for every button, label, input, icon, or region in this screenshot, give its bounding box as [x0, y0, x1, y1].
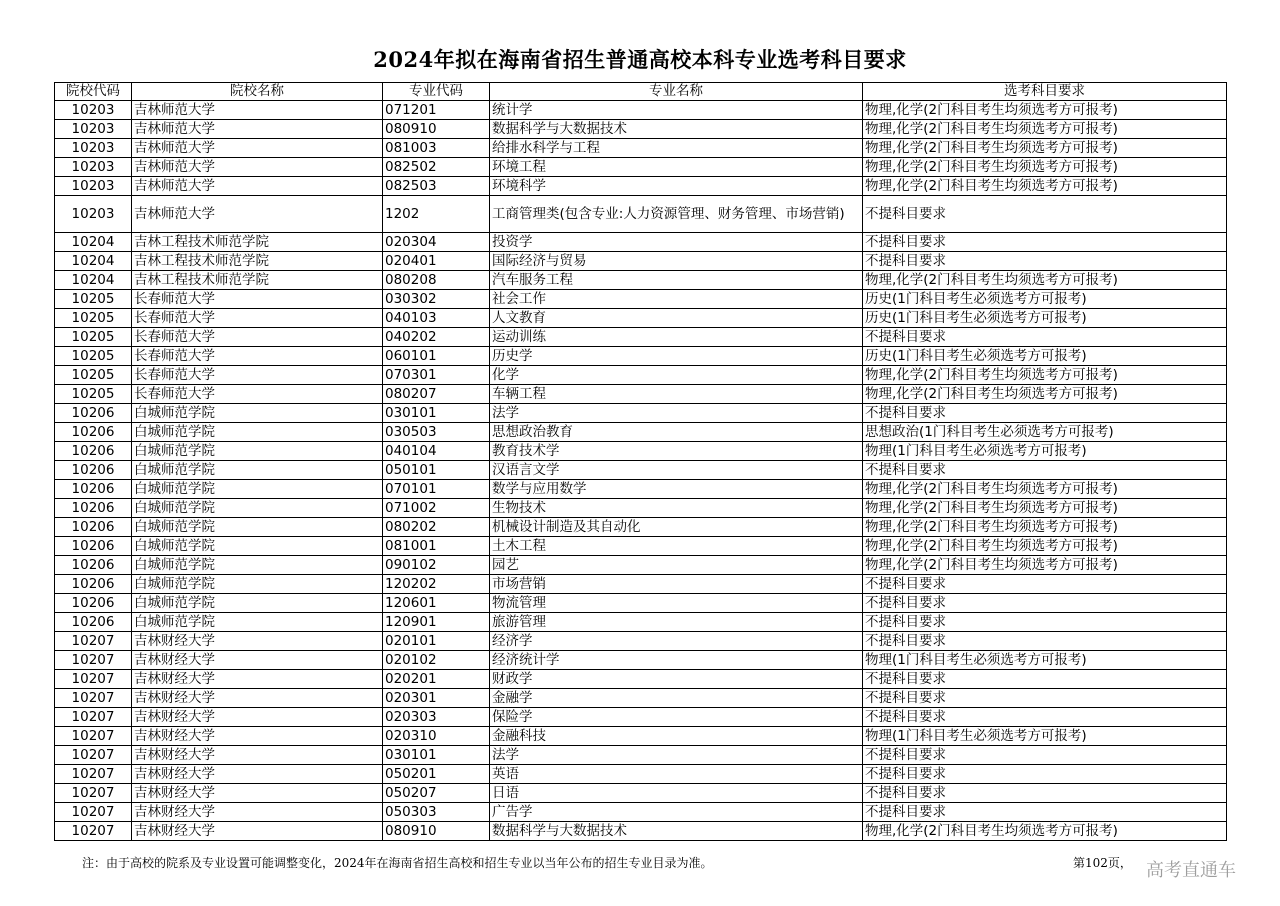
table-row — [55, 328, 1227, 347]
school-code-cell: 10206 — [55, 537, 132, 556]
school-code-cell: 10206 — [55, 556, 132, 575]
subject-requirement-cell: 不提科目要求 — [863, 196, 1227, 233]
school-code-cell: 10203 — [55, 101, 132, 120]
school-name-cell: 白城师范学院 — [132, 499, 383, 518]
table-row — [55, 499, 1227, 518]
school-name-cell: 吉林财经大学 — [132, 670, 383, 689]
subject-requirement-cell: 物理(1门科目考生必须选考方可报考) — [863, 727, 1227, 746]
header-subject-requirement: 选考科目要求 — [863, 83, 1227, 101]
subject-requirement-cell: 物理(1门科目考生必须选考方可报考) — [863, 442, 1227, 461]
school-code-cell: 10207 — [55, 746, 132, 765]
major-name-cell: 历史学 — [490, 347, 863, 366]
school-code-cell: 10206 — [55, 423, 132, 442]
subject-requirement-cell: 物理,化学(2门科目考生均须选考方可报考) — [863, 177, 1227, 196]
major-name-cell: 机械设计制造及其自动化 — [490, 518, 863, 537]
major-code-cell: 080207 — [383, 385, 490, 404]
major-code-cell: 050101 — [383, 461, 490, 480]
major-code-cell: 020101 — [383, 632, 490, 651]
subject-requirement-cell: 物理,化学(2门科目考生均须选考方可报考) — [863, 537, 1227, 556]
school-code-cell: 10206 — [55, 594, 132, 613]
major-code-cell: 082503 — [383, 177, 490, 196]
subject-requirement-cell: 物理,化学(2门科目考生均须选考方可报考) — [863, 158, 1227, 177]
major-name-cell: 数据科学与大数据技术 — [490, 120, 863, 139]
major-code-cell: 082502 — [383, 158, 490, 177]
major-name-cell: 日语 — [490, 784, 863, 803]
major-name-cell: 思想政治教育 — [490, 423, 863, 442]
subject-requirement-cell: 物理,化学(2门科目考生均须选考方可报考) — [863, 385, 1227, 404]
table-row — [55, 556, 1227, 575]
subject-requirement-cell: 不提科目要求 — [863, 233, 1227, 252]
table-row — [55, 822, 1227, 841]
school-name-cell: 吉林财经大学 — [132, 765, 383, 784]
major-name-cell: 环境工程 — [490, 158, 863, 177]
table-row — [55, 271, 1227, 290]
subject-requirement-cell: 不提科目要求 — [863, 575, 1227, 594]
major-name-cell: 保险学 — [490, 708, 863, 727]
major-code-cell: 040103 — [383, 309, 490, 328]
major-name-cell: 财政学 — [490, 670, 863, 689]
table-body — [55, 101, 1227, 841]
school-code-cell: 10206 — [55, 461, 132, 480]
school-name-cell: 长春师范大学 — [132, 347, 383, 366]
table-row — [55, 613, 1227, 632]
major-code-cell: 030503 — [383, 423, 490, 442]
table-row — [55, 158, 1227, 177]
table-row — [55, 784, 1227, 803]
table-row — [55, 139, 1227, 158]
school-code-cell: 10207 — [55, 803, 132, 822]
watermark: 高考直通车 — [1146, 860, 1236, 881]
subject-requirement-cell: 物理,化学(2门科目考生均须选考方可报考) — [863, 120, 1227, 139]
table-row — [55, 196, 1227, 233]
school-code-cell: 10207 — [55, 689, 132, 708]
major-code-cell: 080202 — [383, 518, 490, 537]
major-name-cell: 工商管理类(包含专业:人力资源管理、财务管理、市场营销) — [490, 196, 863, 233]
major-name-cell: 广告学 — [490, 803, 863, 822]
table-header-row — [55, 83, 1227, 101]
major-name-cell: 车辆工程 — [490, 385, 863, 404]
major-name-cell: 园艺 — [490, 556, 863, 575]
table-row — [55, 594, 1227, 613]
major-code-cell: 050303 — [383, 803, 490, 822]
school-name-cell: 吉林财经大学 — [132, 632, 383, 651]
school-name-cell: 白城师范学院 — [132, 461, 383, 480]
page-number: 第102页， — [1073, 856, 1132, 870]
school-code-cell: 10204 — [55, 271, 132, 290]
table-row — [55, 366, 1227, 385]
subject-requirement-cell: 物理,化学(2门科目考生均须选考方可报考) — [863, 480, 1227, 499]
subject-requirement-cell: 物理,化学(2门科目考生均须选考方可报考) — [863, 556, 1227, 575]
table-row — [55, 708, 1227, 727]
major-name-cell: 经济学 — [490, 632, 863, 651]
school-name-cell: 吉林师范大学 — [132, 196, 383, 233]
subject-requirement-cell: 物理(1门科目考生必须选考方可报考) — [863, 651, 1227, 670]
school-code-cell: 10207 — [55, 670, 132, 689]
major-name-cell: 英语 — [490, 765, 863, 784]
school-code-cell: 10207 — [55, 727, 132, 746]
major-code-cell: 120601 — [383, 594, 490, 613]
major-code-cell: 070301 — [383, 366, 490, 385]
school-name-cell: 吉林师范大学 — [132, 158, 383, 177]
school-name-cell: 吉林财经大学 — [132, 784, 383, 803]
major-name-cell: 市场营销 — [490, 575, 863, 594]
major-code-cell: 080910 — [383, 822, 490, 841]
major-name-cell: 土木工程 — [490, 537, 863, 556]
subject-requirement-cell: 历史(1门科目考生必须选考方可报考) — [863, 309, 1227, 328]
school-code-cell: 10205 — [55, 328, 132, 347]
school-code-cell: 10205 — [55, 347, 132, 366]
major-name-cell: 汽车服务工程 — [490, 271, 863, 290]
table-row — [55, 518, 1227, 537]
school-code-cell: 10205 — [55, 366, 132, 385]
table-row — [55, 442, 1227, 461]
school-name-cell: 白城师范学院 — [132, 518, 383, 537]
table-row — [55, 689, 1227, 708]
subject-requirement-cell: 不提科目要求 — [863, 708, 1227, 727]
subject-requirement-cell: 不提科目要求 — [863, 328, 1227, 347]
major-code-cell: 040202 — [383, 328, 490, 347]
school-code-cell: 10206 — [55, 404, 132, 423]
major-code-cell: 080208 — [383, 271, 490, 290]
major-code-cell: 050207 — [383, 784, 490, 803]
major-code-cell: 071002 — [383, 499, 490, 518]
subject-requirement-cell: 不提科目要求 — [863, 803, 1227, 822]
school-name-cell: 吉林财经大学 — [132, 803, 383, 822]
major-name-cell: 金融学 — [490, 689, 863, 708]
major-code-cell: 030101 — [383, 746, 490, 765]
table-row — [55, 101, 1227, 120]
header-school-code: 院校代码 — [55, 83, 132, 101]
table-row — [55, 632, 1227, 651]
subject-requirement-cell: 不提科目要求 — [863, 670, 1227, 689]
table-row — [55, 746, 1227, 765]
school-name-cell: 白城师范学院 — [132, 404, 383, 423]
school-code-cell: 10203 — [55, 158, 132, 177]
school-code-cell: 10205 — [55, 309, 132, 328]
school-code-cell: 10206 — [55, 613, 132, 632]
table-row — [55, 803, 1227, 822]
header-major-name: 专业名称 — [490, 83, 863, 101]
major-code-cell: 120901 — [383, 613, 490, 632]
header-major-code: 专业代码 — [383, 83, 490, 101]
subject-requirement-cell: 物理,化学(2门科目考生均须选考方可报考) — [863, 101, 1227, 120]
subject-requirement-cell: 不提科目要求 — [863, 594, 1227, 613]
major-name-cell: 投资学 — [490, 233, 863, 252]
major-name-cell: 运动训练 — [490, 328, 863, 347]
table-row — [55, 423, 1227, 442]
school-name-cell: 长春师范大学 — [132, 328, 383, 347]
major-code-cell: 020304 — [383, 233, 490, 252]
major-code-cell: 020401 — [383, 252, 490, 271]
table-row — [55, 120, 1227, 139]
major-name-cell: 金融科技 — [490, 727, 863, 746]
school-code-cell: 10203 — [55, 177, 132, 196]
subject-requirement-cell: 不提科目要求 — [863, 404, 1227, 423]
school-name-cell: 白城师范学院 — [132, 442, 383, 461]
school-code-cell: 10206 — [55, 575, 132, 594]
major-code-cell: 120202 — [383, 575, 490, 594]
school-name-cell: 吉林工程技术师范学院 — [132, 233, 383, 252]
school-name-cell: 吉林财经大学 — [132, 689, 383, 708]
table-row — [55, 727, 1227, 746]
major-code-cell: 1202 — [383, 196, 490, 233]
subject-requirement-cell: 物理,化学(2门科目考生均须选考方可报考) — [863, 822, 1227, 841]
major-name-cell: 教育技术学 — [490, 442, 863, 461]
major-name-cell: 人文教育 — [490, 309, 863, 328]
subject-requirement-cell: 不提科目要求 — [863, 252, 1227, 271]
school-name-cell: 吉林师范大学 — [132, 120, 383, 139]
table-row — [55, 290, 1227, 309]
school-name-cell: 长春师范大学 — [132, 290, 383, 309]
school-code-cell: 10207 — [55, 822, 132, 841]
school-code-cell: 10207 — [55, 651, 132, 670]
table-row — [55, 309, 1227, 328]
table-row — [55, 177, 1227, 196]
subject-requirement-cell: 不提科目要求 — [863, 746, 1227, 765]
major-code-cell: 020102 — [383, 651, 490, 670]
school-name-cell: 吉林财经大学 — [132, 708, 383, 727]
school-name-cell: 吉林工程技术师范学院 — [132, 252, 383, 271]
school-code-cell: 10203 — [55, 139, 132, 158]
major-name-cell: 数据科学与大数据技术 — [490, 822, 863, 841]
table-row — [55, 404, 1227, 423]
major-code-cell: 020301 — [383, 689, 490, 708]
table-row — [55, 537, 1227, 556]
school-name-cell: 吉林师范大学 — [132, 139, 383, 158]
school-name-cell: 长春师范大学 — [132, 385, 383, 404]
school-code-cell: 10207 — [55, 708, 132, 727]
major-code-cell: 040104 — [383, 442, 490, 461]
major-code-cell: 030101 — [383, 404, 490, 423]
school-code-cell: 10207 — [55, 784, 132, 803]
major-name-cell: 化学 — [490, 366, 863, 385]
table-row — [55, 575, 1227, 594]
subject-requirement-cell: 历史(1门科目考生必须选考方可报考) — [863, 347, 1227, 366]
school-code-cell: 10204 — [55, 233, 132, 252]
major-name-cell: 旅游管理 — [490, 613, 863, 632]
table-row — [55, 347, 1227, 366]
major-name-cell: 法学 — [490, 746, 863, 765]
school-code-cell: 10205 — [55, 385, 132, 404]
school-name-cell: 白城师范学院 — [132, 575, 383, 594]
major-code-cell: 090102 — [383, 556, 490, 575]
school-name-cell: 长春师范大学 — [132, 309, 383, 328]
major-code-cell: 081001 — [383, 537, 490, 556]
subject-requirement-cell: 物理,化学(2门科目考生均须选考方可报考) — [863, 271, 1227, 290]
school-code-cell: 10207 — [55, 765, 132, 784]
major-code-cell: 020310 — [383, 727, 490, 746]
major-code-cell: 071201 — [383, 101, 490, 120]
subject-requirement-cell: 不提科目要求 — [863, 461, 1227, 480]
major-name-cell: 统计学 — [490, 101, 863, 120]
subject-requirement-cell: 不提科目要求 — [863, 784, 1227, 803]
subject-requirement-cell: 物理,化学(2门科目考生均须选考方可报考) — [863, 366, 1227, 385]
table-row — [55, 765, 1227, 784]
school-name-cell: 吉林财经大学 — [132, 822, 383, 841]
school-name-cell: 吉林工程技术师范学院 — [132, 271, 383, 290]
subject-requirement-cell: 不提科目要求 — [863, 765, 1227, 784]
table-row — [55, 233, 1227, 252]
header-school-name: 院校名称 — [132, 83, 383, 101]
school-name-cell: 吉林财经大学 — [132, 746, 383, 765]
school-name-cell: 吉林财经大学 — [132, 651, 383, 670]
table-row — [55, 252, 1227, 271]
major-code-cell: 020303 — [383, 708, 490, 727]
subject-requirement-cell: 不提科目要求 — [863, 613, 1227, 632]
subject-requirement-cell: 物理,化学(2门科目考生均须选考方可报考) — [863, 139, 1227, 158]
school-name-cell: 吉林师范大学 — [132, 101, 383, 120]
major-name-cell: 经济统计学 — [490, 651, 863, 670]
table-row — [55, 461, 1227, 480]
school-name-cell: 吉林师范大学 — [132, 177, 383, 196]
major-name-cell: 法学 — [490, 404, 863, 423]
major-code-cell: 030302 — [383, 290, 490, 309]
major-code-cell: 081003 — [383, 139, 490, 158]
requirements-table — [54, 82, 1227, 841]
school-name-cell: 白城师范学院 — [132, 613, 383, 632]
school-name-cell: 长春师范大学 — [132, 366, 383, 385]
subject-requirement-cell: 物理,化学(2门科目考生均须选考方可报考) — [863, 518, 1227, 537]
school-name-cell: 白城师范学院 — [132, 556, 383, 575]
school-name-cell: 白城师范学院 — [132, 480, 383, 499]
subject-requirement-cell: 物理,化学(2门科目考生均须选考方可报考) — [863, 499, 1227, 518]
table-row — [55, 480, 1227, 499]
school-code-cell: 10203 — [55, 196, 132, 233]
major-name-cell: 国际经济与贸易 — [490, 252, 863, 271]
school-name-cell: 白城师范学院 — [132, 537, 383, 556]
table-row — [55, 385, 1227, 404]
school-name-cell: 吉林财经大学 — [132, 727, 383, 746]
major-name-cell: 数学与应用数学 — [490, 480, 863, 499]
major-code-cell: 050201 — [383, 765, 490, 784]
school-code-cell: 10204 — [55, 252, 132, 271]
subject-requirement-cell: 不提科目要求 — [863, 632, 1227, 651]
major-name-cell: 汉语言文学 — [490, 461, 863, 480]
school-code-cell: 10206 — [55, 499, 132, 518]
school-code-cell: 10207 — [55, 632, 132, 651]
major-name-cell: 生物技术 — [490, 499, 863, 518]
major-code-cell: 070101 — [383, 480, 490, 499]
major-name-cell: 社会工作 — [490, 290, 863, 309]
subject-requirement-cell: 思想政治(1门科目考生必须选考方可报考) — [863, 423, 1227, 442]
major-name-cell: 给排水科学与工程 — [490, 139, 863, 158]
table-row — [55, 651, 1227, 670]
school-code-cell: 10206 — [55, 480, 132, 499]
school-code-cell: 10206 — [55, 518, 132, 537]
major-code-cell: 060101 — [383, 347, 490, 366]
school-code-cell: 10205 — [55, 290, 132, 309]
subject-requirement-cell: 不提科目要求 — [863, 689, 1227, 708]
major-code-cell: 020201 — [383, 670, 490, 689]
page-title: 2024年拟在海南省招生普通高校本科专业选考科目要求 — [373, 47, 907, 72]
school-code-cell: 10206 — [55, 442, 132, 461]
subject-requirement-cell: 历史(1门科目考生必须选考方可报考) — [863, 290, 1227, 309]
school-name-cell: 白城师范学院 — [132, 594, 383, 613]
school-code-cell: 10203 — [55, 120, 132, 139]
school-name-cell: 白城师范学院 — [132, 423, 383, 442]
major-name-cell: 物流管理 — [490, 594, 863, 613]
major-name-cell: 环境科学 — [490, 177, 863, 196]
table-row — [55, 670, 1227, 689]
major-code-cell: 080910 — [383, 120, 490, 139]
footnote: 注：由于高校的院系及专业设置可能调整变化，2024年在海南省招生高校和招生专业以当年公布的招生专业目录为准。 — [82, 856, 713, 870]
